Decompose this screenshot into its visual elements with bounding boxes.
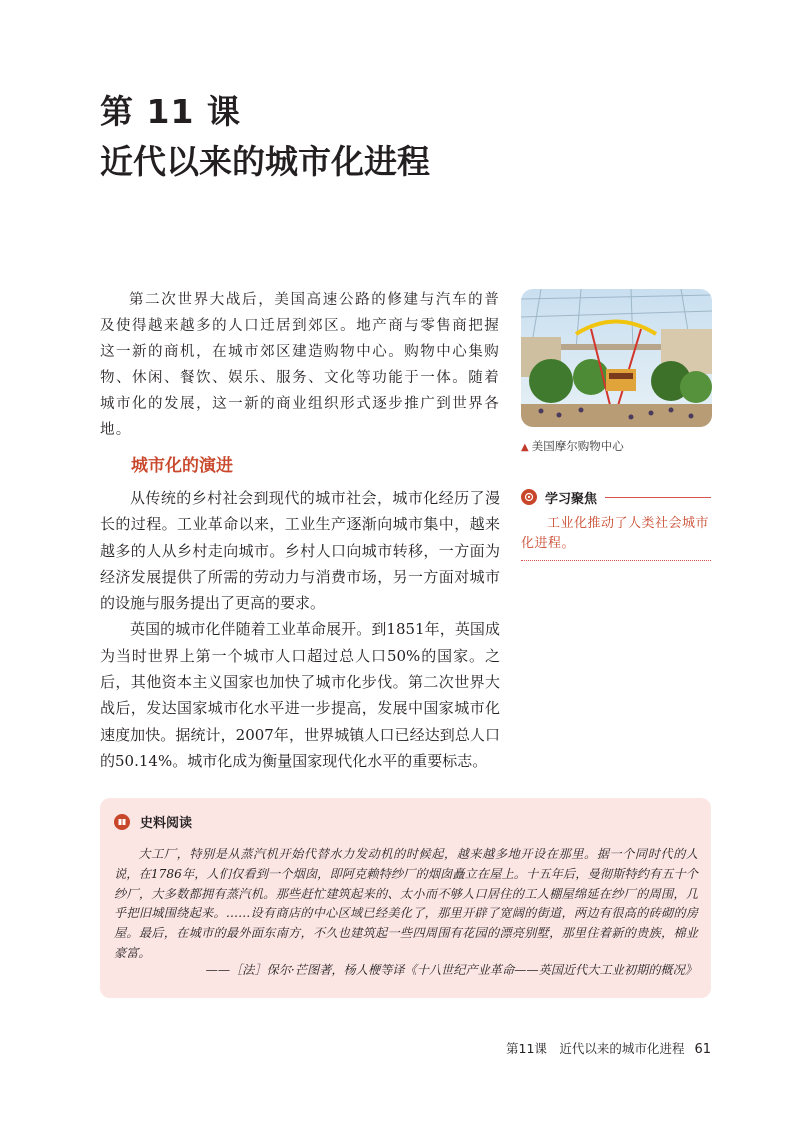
caption-text: 美国摩尔购物中心 (531, 439, 624, 453)
source-text (114, 845, 698, 964)
source-title: 史料阅读 (140, 816, 193, 831)
body-paragraph: 从传统的乡村社会到现代的城市社会，城市化经历了漫长的过程。工业革命以来，工业生产逐渐向城市集中，越来越多的人从乡村走向城市。乡村人口向城市转移，一方面为经济发展提供了所需的劳动力与消费市场，另一方面对城市的设施与服务提出了更高的要求。 (100, 489, 500, 613)
caption-marker: ▲ (521, 442, 529, 453)
main-text (100, 485, 500, 774)
photo-caption (521, 438, 624, 454)
body-paragraph: 英国的城市化伴随着工业革命展开。到1851年，英国成为当时世界上第一个城市人口超过总人口50%的国家。之后，其他资本主义国家也加快了城市化步伐。第二次世界大战后，发达国家城市化水平进一步提高，发展中国家城市化速度加快。据统计，2007年，世界城镇人口已经达到总人口的50.14%。城市化成为衡量国家现代化水平的重要标志。 (100, 620, 500, 770)
intro-paragraph: 第二次世界大战后，美国高速公路的修建与汽车的普及使得越来越多的人口迁居到郊区。地产商与零售商把握这一新的商机，在城市郊区建造购物中心。购物中心集购物、休闲、餐饮、娱乐、服务、文化等功能于一体。随着城市化的发展，这一新的商业组织形式逐步推广到世界各地。 (100, 292, 500, 438)
page-number: 61 (694, 1042, 711, 1057)
lesson-number: 第 11 课 (100, 92, 241, 131)
source-citation: ——［法］保尔·芒图著，杨人楩等译《十八世纪产业革命——英国近代大工业初期的概况》 (205, 963, 697, 977)
page-footer (506, 1039, 711, 1057)
focus-divider (605, 497, 711, 498)
compass-icon (521, 489, 537, 505)
source-paragraph: 大工厂，特别是从蒸汽机开始代替水力发动机的时候起，越来越多地开设在那里。据一个同时代的人说，在1786年，人们仅看到一个烟囱，即阿克赖特纱厂的烟囱矗立在屋上。十五年后，曼彻斯特约有五十个纱厂，大多数都拥有蒸汽机。那些赶忙建筑起来的、太小而不够人口居住的工人棚屋绵延在纱厂的周围，几乎把旧城围绕起来。……设有商店的中心区域已经美化了，那里开辟了宽阔的街道，两边有很高的砖砌的房屋。最后，在城市的最外面东南方，不久也建筑起一些四周围有花园的漂亮别墅，那里住着新的贵族，棉业豪富。 (114, 847, 698, 960)
learning-focus-box (521, 486, 711, 561)
focus-dotted-rule (521, 560, 711, 561)
running-title: 第11课 近代以来的城市化进程 (506, 1041, 685, 1056)
intro-text (100, 287, 500, 443)
lesson-title: 近代以来的城市化进程 (100, 142, 430, 181)
focus-text: 工业化推动了人类社会城市化进程。 (521, 516, 710, 551)
historical-source-box (100, 798, 711, 998)
mall-photo (521, 289, 712, 427)
focus-title: 学习聚焦 (545, 491, 598, 507)
book-icon (114, 814, 130, 830)
section-heading: 城市化的演进 (131, 456, 233, 476)
